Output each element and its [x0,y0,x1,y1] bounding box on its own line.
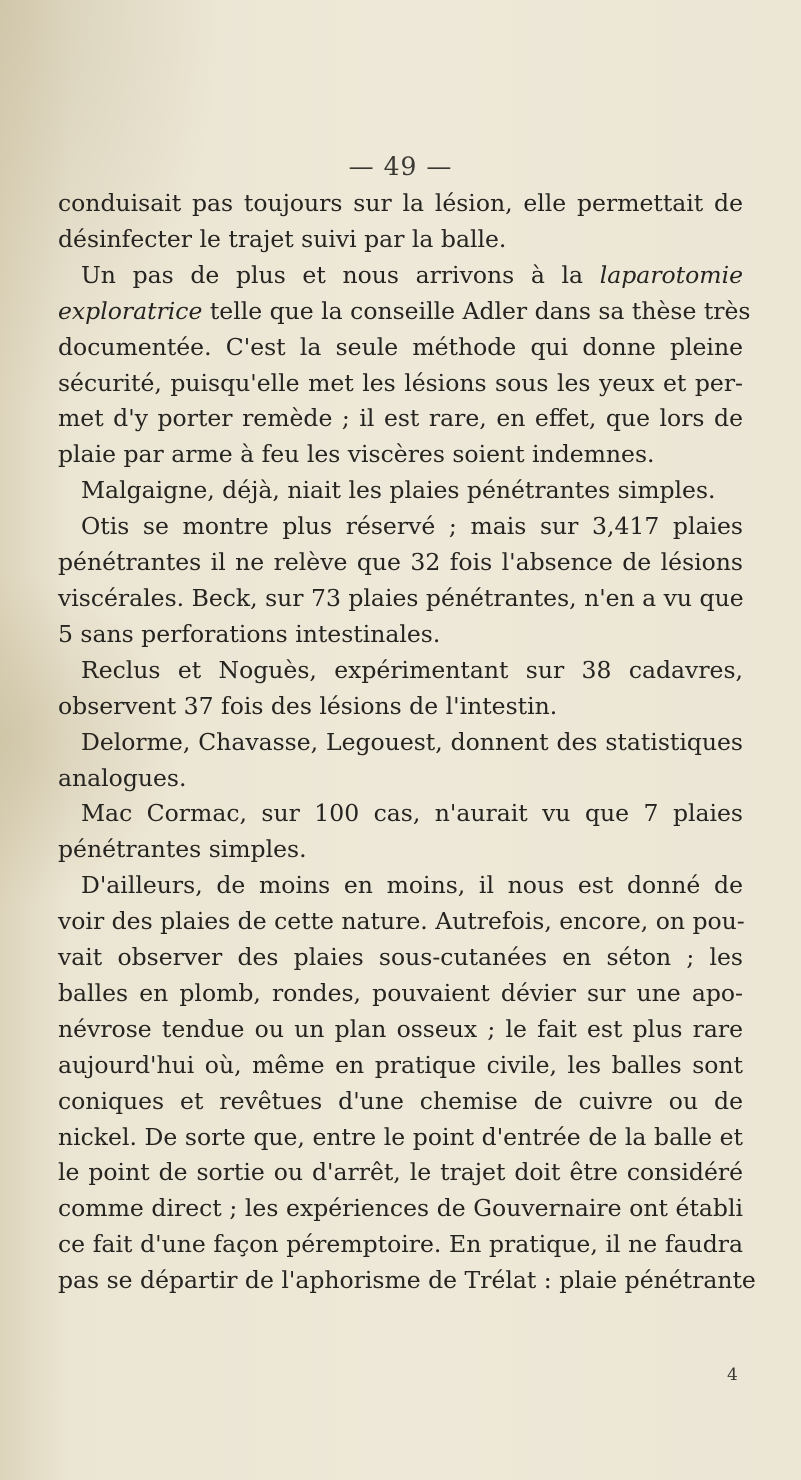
text-line [58,725,743,761]
line-text: vait observer des plaies sous-cutanées en séton ; les [58,943,743,972]
line-text: Malgaigne, déjà, niait les plaies pénétrantes simples. [81,476,716,505]
text-line [58,617,743,653]
text-line [58,940,743,976]
text-line [58,366,743,402]
text-line [58,904,743,940]
line-text: pénétrantes il ne relève que 32 fois l'absence de lésions [58,548,743,577]
line-text: viscérales. Beck, sur 73 plaies pénétrantes, n'en a vu que [58,583,744,612]
line-text: névrose tendue ou un plan osseux ; le fait est plus rare [58,1014,743,1043]
text-line [58,1084,743,1120]
line-text: 5 sans perforations intestinales. [58,619,441,648]
text-line [58,186,743,222]
text-line [58,330,743,366]
line-text: coniques et revêtues d'une chemise de cuivre ou de [58,1086,743,1115]
text-line [58,437,743,473]
line-text: documentée. C'est la seule méthode qui donne pleine [58,332,743,361]
text-line [58,1120,743,1156]
line-text: nickel. De sorte que, entre le point d'entrée de la balle et [58,1122,743,1151]
text-line [58,868,743,904]
signature-mark: 4 [727,1365,738,1385]
text-line [58,1048,743,1084]
line-text: pas se départir de l'aphorisme de Trélat : plaie pénétrante [58,1266,756,1295]
text-line [58,761,743,797]
line-text: sécurité, puisqu'elle met les lésions sous les yeux et per- [58,368,743,397]
line-text: Un pas de plus et nous arrivons à la [81,260,600,289]
line-text: désinfecter le trajet suivi par la balle. [58,224,507,253]
text-line [58,473,743,509]
text-line [58,796,743,832]
line-text: met d'y porter remède ; il est rare, en effet, que lors de [58,404,743,433]
line-text: Reclus et Noguès, expérimentant sur 38 cadavres, [81,655,743,684]
text-line [58,294,751,330]
text-line [58,976,743,1012]
line-text: Mac Cormac, sur 100 cas, n'aurait vu que 7 plaies [81,799,743,828]
italic-term: exploratrice [58,296,203,325]
text-line [58,1227,743,1263]
text-line [58,222,743,258]
body-text [58,186,756,1299]
text-line [58,581,743,617]
line-text: plaie par arme à feu les viscères soient indemnes. [58,440,655,469]
line-text: observent 37 fois des lésions de l'intestin. [58,691,558,720]
line-text: aujourd'hui où, même en pratique civile, les balles sont [58,1050,743,1079]
text-line [58,1155,743,1191]
line-text: conduisait pas toujours sur la lésion, elle permettait de [58,189,743,217]
line-text: le point de sortie ou d'arrêt, le trajet doit être considéré [58,1158,743,1187]
text-line [58,653,743,689]
line-text: telle que la conseille Adler dans sa thèse très [202,296,751,325]
text-line [58,401,743,437]
line-text: ce fait d'une façon péremptoire. En pratique, il ne faudra [58,1230,743,1259]
text-line [58,545,743,581]
line-text: balles en plomb, rondes, pouvaient dévier sur une apo- [58,978,743,1007]
page-number: — 49 — [348,152,453,181]
line-text: analogues. [58,763,187,792]
text-line [58,832,743,868]
line-text: Otis se montre plus réservé ; mais sur 3,417 plaies [81,512,743,541]
text-line [58,1191,743,1227]
text-line [58,1263,756,1299]
text-line [58,258,743,294]
text-line [58,689,743,725]
line-text: Delorme, Chavasse, Legouest, donnent des statistiques [81,727,743,756]
line-text: comme direct ; les expériences de Gouvernaire ont établi [58,1194,743,1223]
line-text: D'ailleurs, de moins en moins, il nous est donné de [81,871,743,900]
line-text: voir des plaies de cette nature. Autrefois, encore, on pou- [58,907,745,936]
italic-term: laparotomie [599,260,743,289]
text-line [58,1012,743,1048]
line-text: pénétrantes simples. [58,835,307,864]
text-line [58,509,743,545]
